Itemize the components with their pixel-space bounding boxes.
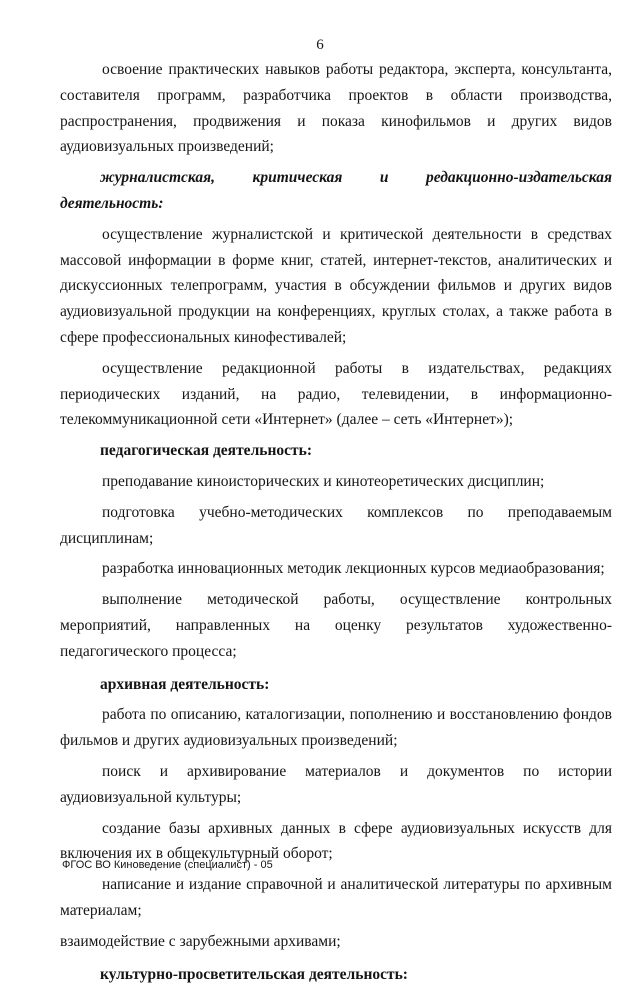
paragraph: подготовка учебно-методических комплексов по преподаваемым дисциплинам; (60, 500, 612, 552)
paragraph: взаимодействие с зарубежными архивами; (60, 929, 612, 955)
paragraph: работа по описанию, каталогизации, пополнению и восстановлению фондов фильмов и других аудиовизуальных произведений; (60, 702, 612, 754)
section-heading: архивная деятельность: (60, 672, 612, 698)
paragraph: освоение практических навыков работы редактора, эксперта, консультанта, составителя программ, разработчика проектов в области производства, распространения, продвижения и показа кинофильмов и других видов аудиовизуальных произведений; (60, 57, 612, 160)
section-heading: культурно-просветительская деятельность: (60, 962, 612, 987)
paragraph: создание базы архивных данных в сфере аудиовизуальных искусств для включения их в общекультурный оборот; (60, 816, 612, 868)
paragraph: осуществление журналистской и критической деятельности в средствах массовой информации в форме книг, статей, интернет-текстов, аналитических и дискуссионных телепрограмм, участия в обсуждении фильмов и других видов аудиовизуальной продукции на конференциях, круглых столах, а также работа в сфере профессиональных кинофестивалей; (60, 222, 612, 351)
paragraph: выполнение методической работы, осуществление контрольных мероприятий, направленных на оценку результатов художественно-педагогического процесса; (60, 587, 612, 664)
paragraph: поиск и архивирование материалов и документов по истории аудиовизуальной культуры; (60, 759, 612, 811)
page-footer: ФГОС ВО Киноведение (специалист) - 05 (62, 859, 273, 871)
paragraph: написание и издание справочной и аналитической литературы по архивным материалам; (60, 872, 612, 924)
section-heading: журналистская, критическая и редакционно-издательская деятельность: (60, 165, 612, 217)
section-heading: педагогическая деятельность: (60, 438, 612, 464)
paragraph: преподавание киноисторических и кинотеоретических дисциплин; (60, 469, 612, 495)
paragraph: осуществление редакционной работы в издательствах, редакциях периодических изданий, на радио, телевидении, в информационно-телекоммуникационной сети «Интернет» (далее – сеть «Интернет»); (60, 356, 612, 433)
paragraph: разработка инновационных методик лекционных курсов медиаобразования; (60, 556, 612, 582)
page-number: 6 (0, 37, 640, 54)
document-body (60, 57, 612, 987)
